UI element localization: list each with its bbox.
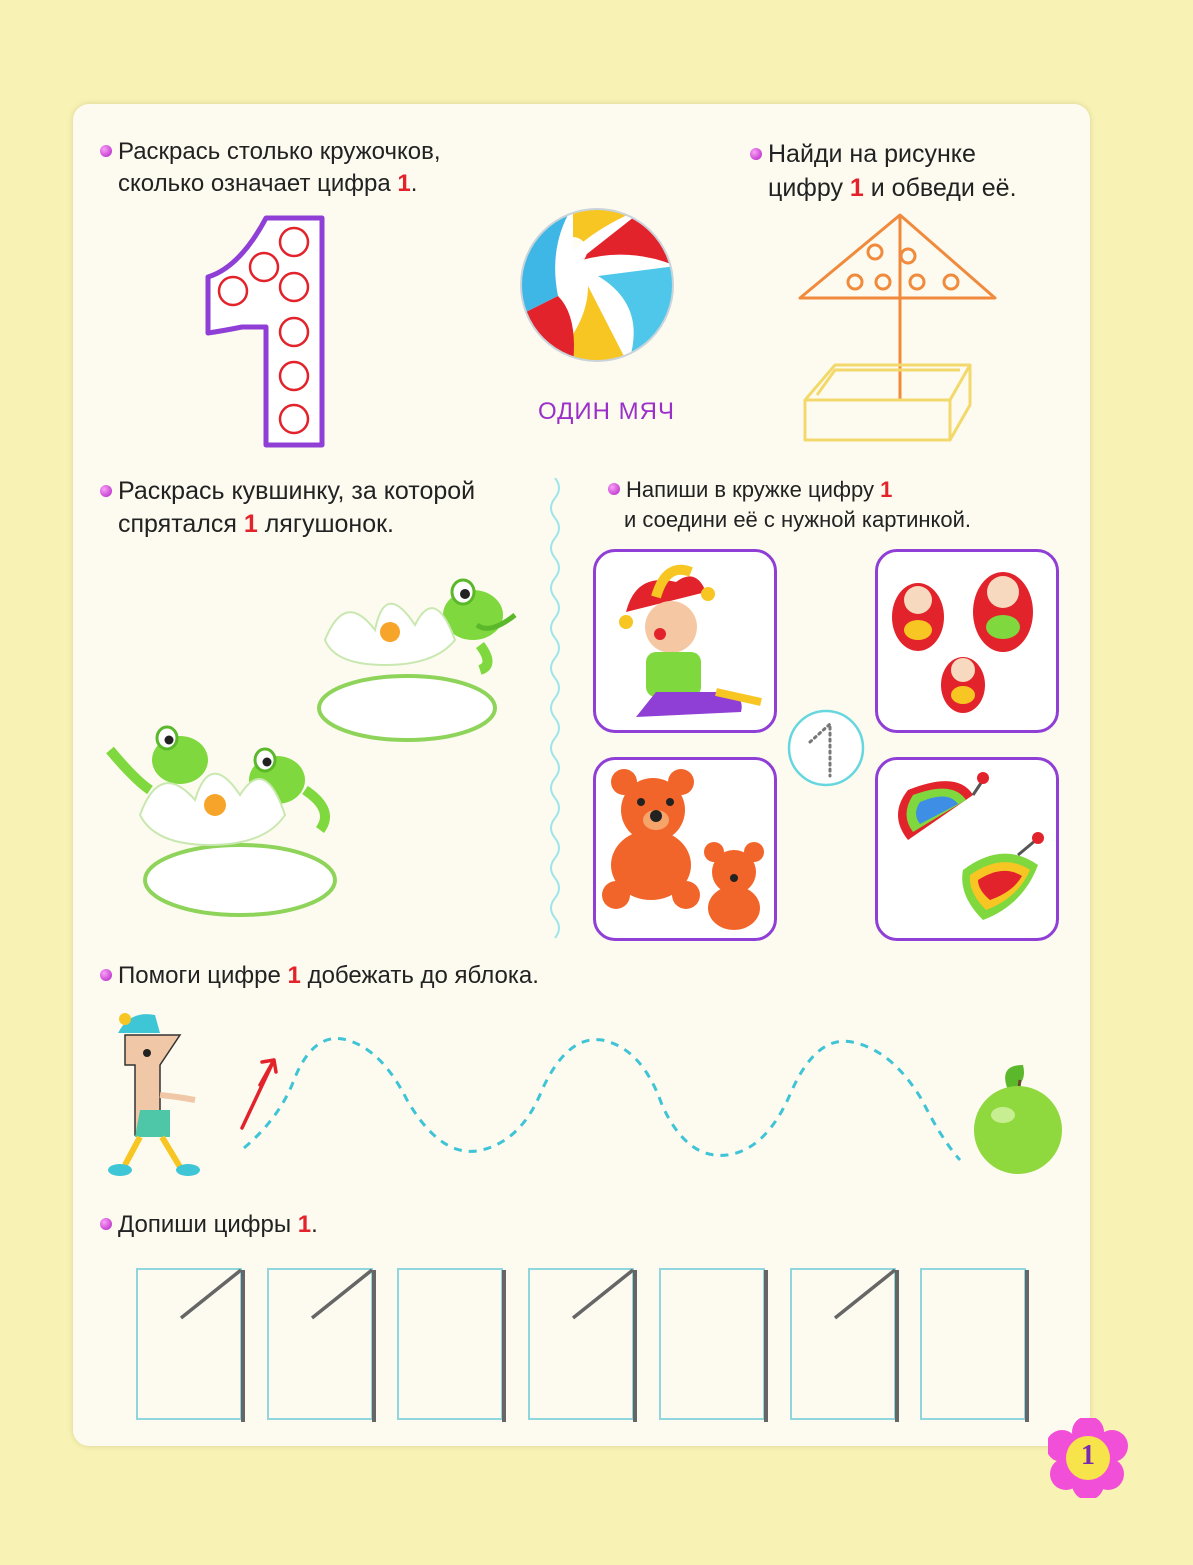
task-text: . xyxy=(311,1211,318,1238)
tile-spinning-tops[interactable] xyxy=(875,757,1059,941)
task-text: . xyxy=(410,170,418,197)
task-text: Помоги цифре xyxy=(118,962,288,989)
writing-cell[interactable] xyxy=(790,1268,896,1420)
digit-stroke-guide xyxy=(528,1268,640,1424)
digit-stroke-guide xyxy=(267,1268,379,1424)
task-run xyxy=(100,960,539,992)
task-text: добежать до яблока. xyxy=(300,962,539,989)
task-text: Найди на рисунке xyxy=(768,140,976,168)
spinning-top-icon xyxy=(878,760,1056,938)
task-find-digit xyxy=(750,137,1017,205)
task-text: и обведи её. xyxy=(863,174,1017,202)
task-text: сколько означает цифра xyxy=(118,170,398,197)
task-text: Раскрась столько кружочков, xyxy=(118,138,441,165)
matryoshka-icon xyxy=(878,552,1056,730)
digit-stroke-guide xyxy=(920,1268,1032,1424)
digit-stroke-guide xyxy=(790,1268,902,1424)
page-number: 1 xyxy=(1081,1440,1095,1471)
frog-on-lily-icon[interactable] xyxy=(305,570,530,745)
write-digit-circle[interactable] xyxy=(786,708,866,788)
task-text: Напиши в кружке цифру xyxy=(626,477,881,502)
wavy-divider xyxy=(545,478,565,948)
bullet-icon xyxy=(608,483,620,495)
task-digit: 1 xyxy=(287,962,301,989)
dashed-path[interactable] xyxy=(232,1030,967,1165)
task-text: Раскрась кувшинку, за которой xyxy=(118,477,476,505)
task-lily xyxy=(100,475,475,541)
bullet-icon xyxy=(100,145,112,157)
task-text: Допиши цифры xyxy=(118,1211,298,1238)
task-digit: 1 xyxy=(397,170,411,197)
task-digit: 1 xyxy=(880,477,893,502)
teddy-bear-icon xyxy=(596,760,774,938)
writing-cell[interactable] xyxy=(920,1268,1026,1420)
bullet-icon xyxy=(100,485,112,497)
task-write xyxy=(100,1209,318,1241)
apple-icon xyxy=(968,1060,1066,1175)
two-frogs-on-lily-icon[interactable] xyxy=(105,720,345,920)
bullet-icon xyxy=(100,1218,112,1230)
digit-stroke-guide xyxy=(136,1268,248,1424)
writing-cell[interactable] xyxy=(397,1268,503,1420)
bullet-icon xyxy=(750,148,762,160)
tile-matryoshka[interactable] xyxy=(875,549,1059,733)
beach-ball-icon xyxy=(518,206,676,364)
task-text: цифру xyxy=(768,174,850,202)
writing-cell[interactable] xyxy=(267,1268,373,1420)
digit-stroke-guide xyxy=(397,1268,509,1424)
digit-stroke-guide xyxy=(659,1268,771,1424)
task-text: спрятался xyxy=(118,510,244,538)
running-one-icon xyxy=(100,1005,212,1187)
tile-jester[interactable] xyxy=(593,549,777,733)
task-text: лягушонок. xyxy=(257,510,394,538)
digit-one-outline[interactable] xyxy=(200,215,330,450)
ball-label: ОДИН МЯЧ xyxy=(538,398,675,425)
task-digit: 1 xyxy=(849,174,864,202)
task-connect xyxy=(608,475,971,535)
task-digit: 1 xyxy=(297,1211,312,1238)
task-text: и соедини её с нужной картинкой. xyxy=(624,507,972,532)
task-digit: 1 xyxy=(243,510,258,538)
tile-teddy-bears[interactable] xyxy=(593,757,777,941)
bullet-icon xyxy=(100,969,112,981)
task-color-circles xyxy=(100,136,441,200)
writing-cell[interactable] xyxy=(528,1268,634,1420)
writing-cell[interactable] xyxy=(659,1268,765,1420)
writing-cell[interactable] xyxy=(136,1268,242,1420)
sandbox-umbrella-icon[interactable] xyxy=(795,210,1000,450)
jester-icon xyxy=(596,552,774,730)
